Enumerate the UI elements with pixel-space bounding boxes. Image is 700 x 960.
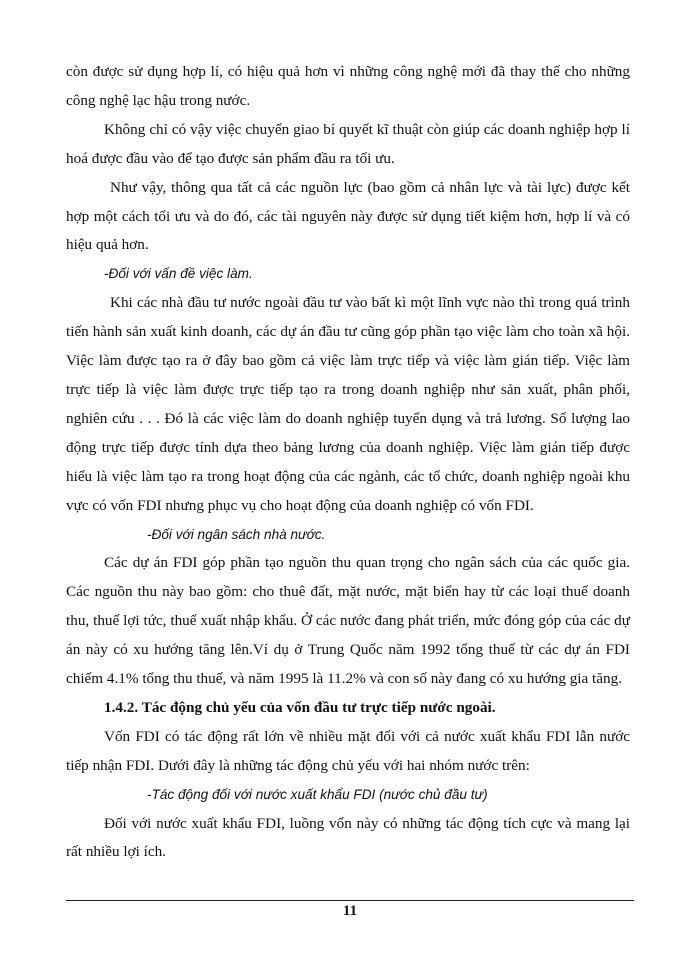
paragraph-state-budget: Các dự án FDI góp phần tạo nguồn thu quan trọng cho ngân sách của các quốc gia. Các nguồn thu này bao gồm: cho thuê đất, mặt nước, mặt biển hay từ các loại thuế doanh thu, thuế lợi tức, thuế xuất nhập khẩu. Ở các nước đang phát triển, mức đóng góp của các dự án này có xu hướng tăng lên.Ví dụ ở Trung Quốc năm 1992 tổng thuế từ các dự án FDI chiếm 4.1% tổng thu thuế, và năm 1995 là 11.2% và con số này đang có xu hướng gia tăng. <box>66 554 630 688</box>
paragraph-employment: Khi các nhà đầu tư nước ngoài đầu tư vào bất kì một lĩnh vực nào thì trong quá trình tiến hành sản xuất kinh doanh, các dự án đầu tư cũng góp phần tạo việc làm cho toàn xã hội. Việc làm được tạo ra ở đây bao gồm cả việc làm trực tiếp và việc làm gián tiếp. Việc làm trực tiếp là việc làm được trực tiếp tạo ra trong doanh nghiệp như sản xuất, phân phối, nghiên cứu . . . Đó là các việc làm do doanh nghiệp tuyển dụng và trả lương. Số lượng lao động trực tiếp được tính dựa theo bảng lương của doanh nghiệp. Việc làm gián tiếp được hiểu là việc làm tạo ra trong hoạt động của các ngành, các tổ chức, doanh nghiệp ngoài khu vực có vốn FDI nhưng phục vụ cho hoạt động của doanh nghiệp có vốn FDI. <box>66 294 630 514</box>
page-number: 11 <box>342 903 358 919</box>
paragraph-technology-transfer: Không chỉ có vậy việc chuyển giao bí quyết kĩ thuật còn giúp các doanh nghiệp hợp lí hoá được đầu vào để tạo được sản phẩm đầu ra tối ưu. <box>66 120 630 167</box>
paragraph-fdi-impact: Vốn FDI có tác động rất lớn về nhiều mặt đối với cả nước xuất khẩu FDI lẫn nước tiếp nhận FDI. Dưới đây là những tác động chủ yếu với hai nhóm nước trên: <box>66 727 630 774</box>
section-heading: 1.4.2. Tác động chủ yếu của vốn đầu tư trực tiếp nước ngoài. <box>104 698 496 716</box>
paragraph-resources: Như vậy, thông qua tất cả các nguồn lực (bao gồm cả nhân lực và tài lực) được kết hợp một cách tối ưu và do đó, các tài nguyên này được sử dụng tiết kiệm hơn, hợp lí và có hiệu quả hơn. <box>66 178 630 254</box>
paragraph-exporting-country: Đối với nước xuất khẩu FDI, luồng vốn này có những tác động tích cực và mang lại rất nhiều lợi ích. <box>66 814 630 861</box>
paragraph-technology-use: còn được sử dụng hợp lí, có hiệu quả hơn vì những công nghệ mới đã thay thế cho những công nghệ lạc hậu trong nước. <box>66 63 630 109</box>
document-body <box>66 58 630 867</box>
subheading-employment: -Đối với vấn đề việc làm. <box>104 266 253 282</box>
subheading-exporting-country: -Tác động đối với nước xuất khẩu FDI (nước chủ đầu tư) <box>147 786 488 802</box>
subheading-state-budget: -Đối với ngân sách nhà nước. <box>147 526 326 542</box>
